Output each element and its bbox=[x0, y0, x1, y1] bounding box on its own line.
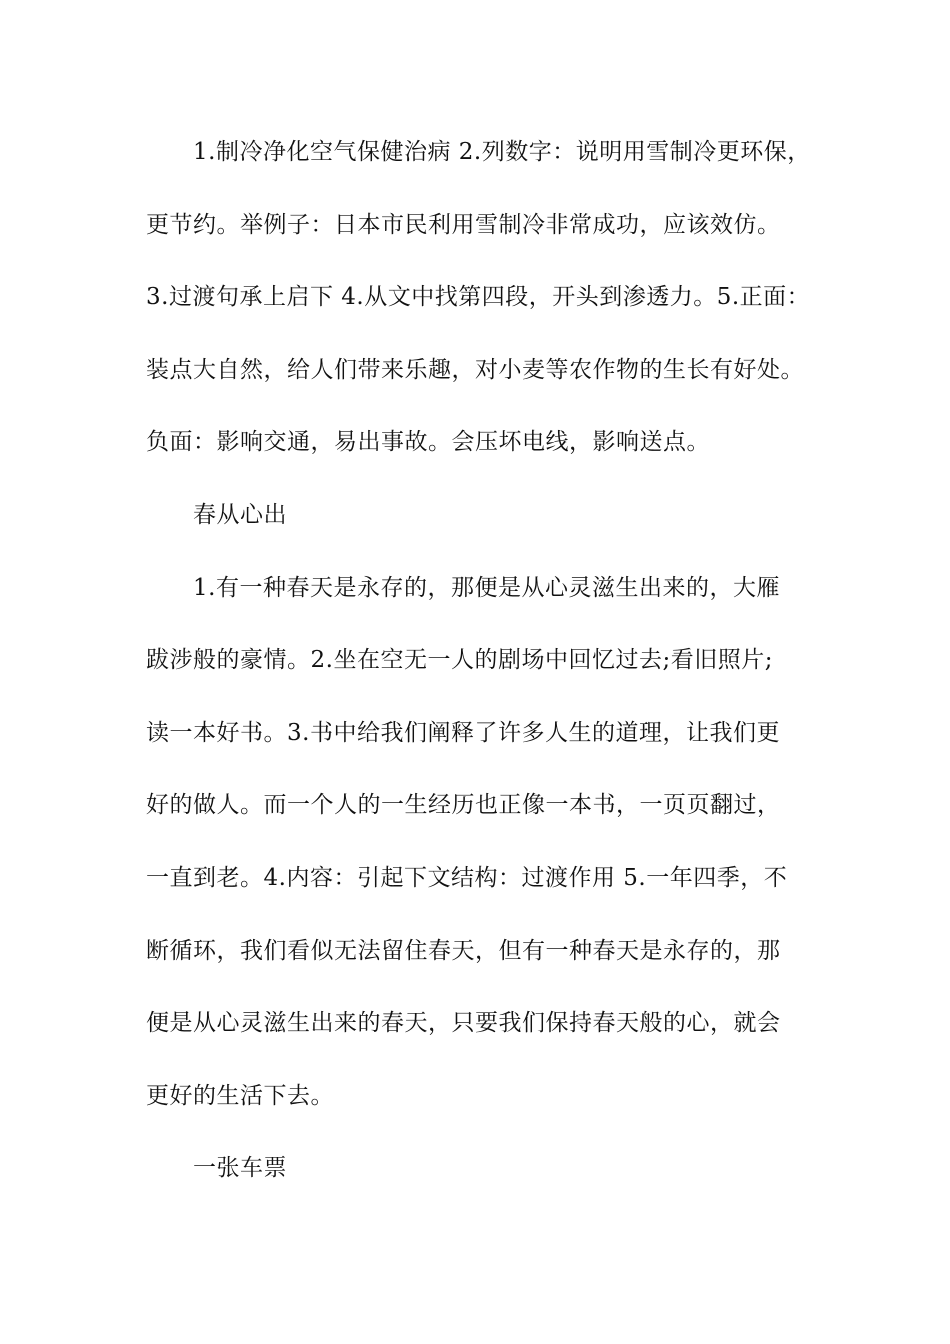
paragraph-line: 读一本好书。3.书中给我们阐释了许多人生的道理，让我们更 bbox=[146, 719, 780, 746]
paragraph-line: 1.有一种春天是永存的，那便是从心灵滋生出来的，大雁 bbox=[193, 574, 780, 601]
section-heading: 春从心出 bbox=[193, 501, 287, 528]
paragraph-line: 3.过渡句承上启下 4.从文中找第四段，开头到渗透力。5.正面： bbox=[146, 284, 811, 311]
paragraph-line: 1.制冷净化空气保健治病 2.列数字：说明用雪制冷更环保， bbox=[193, 139, 811, 165]
paragraph-line: 好的做人。而一个人的一生经历也正像一本书，一页页翻过， bbox=[146, 792, 781, 819]
section-heading: 一张车票 bbox=[193, 1155, 287, 1182]
paragraph-line: 跋涉般的豪情。2.坐在空无一人的剧场中回忆过去;看旧照片; bbox=[146, 647, 773, 674]
document-body bbox=[146, 128, 810, 1217]
paragraph-line: 便是从心灵滋生出来的春天，只要我们保持春天般的心，就会 bbox=[146, 1010, 781, 1037]
paragraph-line: 更节约。举例子：日本市民利用雪制冷非常成功，应该效仿。 bbox=[146, 211, 781, 238]
paragraph-line: 负面：影响交通，易出事故。会压坏电线，影响送点。 bbox=[146, 429, 710, 456]
paragraph-line: 一直到老。4.内容：引起下文结构：过渡作用 5.一年四季，不 bbox=[146, 864, 788, 891]
paragraph-line: 更好的生活下去。 bbox=[146, 1082, 334, 1109]
paragraph-line: 装点大自然，给人们带来乐趣，对小麦等农作物的生长有好处。 bbox=[146, 356, 804, 383]
paragraph-line: 断循环，我们看似无法留住春天，但有一种春天是永存的，那 bbox=[146, 937, 781, 964]
